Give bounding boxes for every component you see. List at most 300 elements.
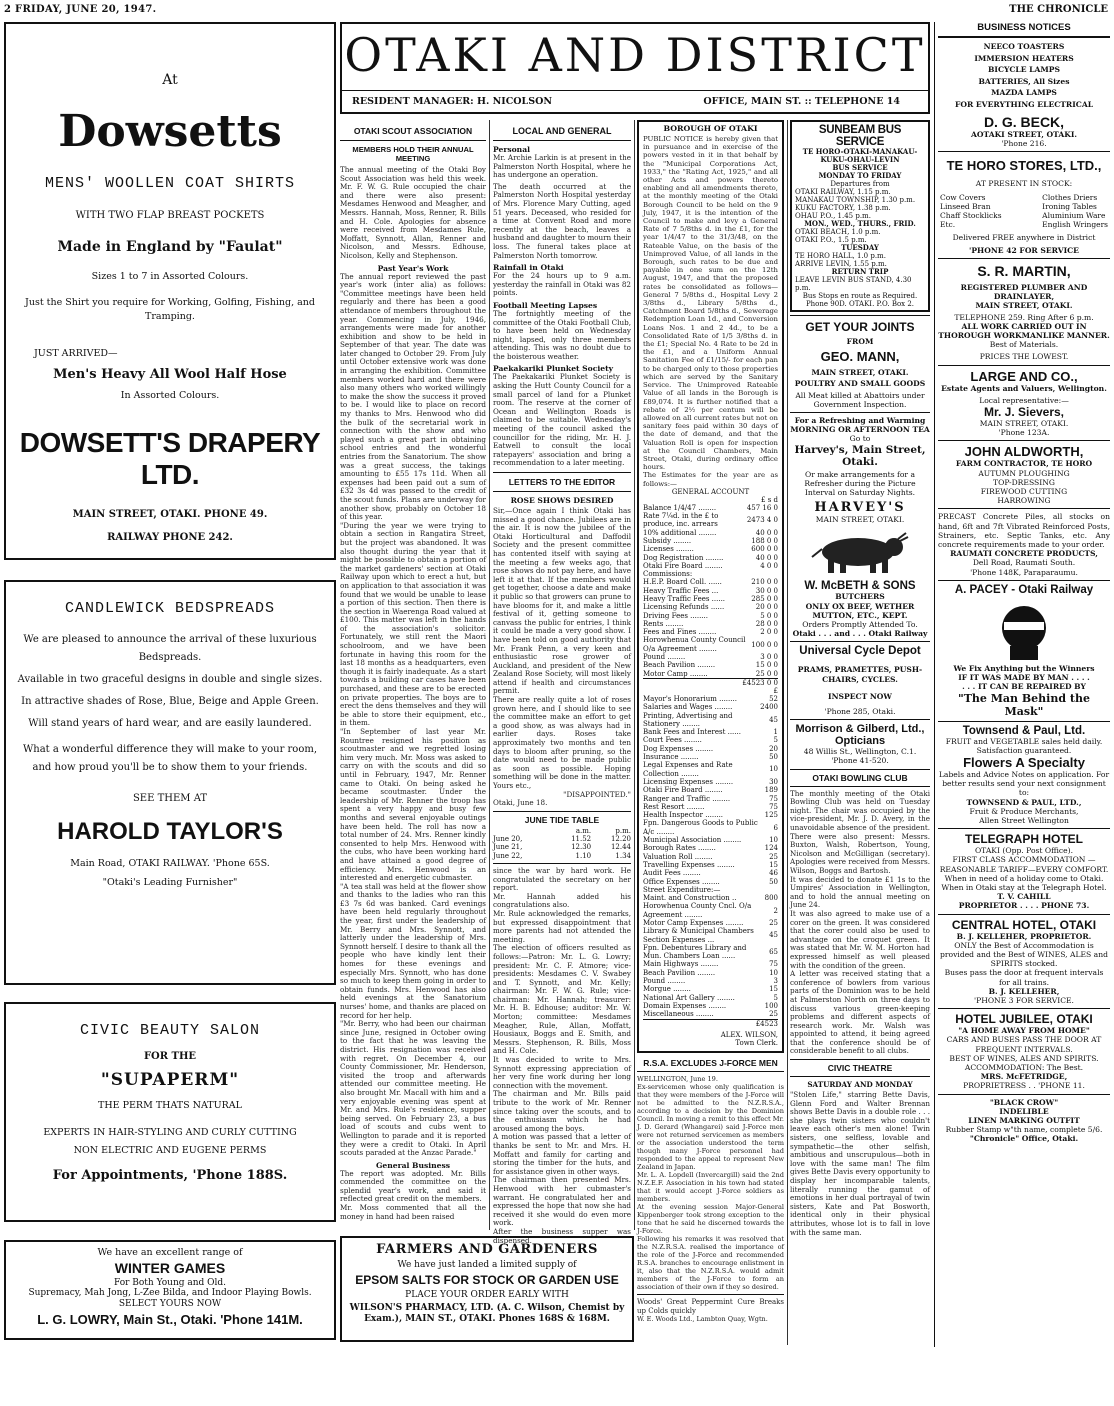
item-amount: 28 0 0 <box>755 619 778 628</box>
cycle-title: Universal Cycle Depot <box>799 645 921 658</box>
tehoro-left-list <box>940 193 1002 229</box>
table-row <box>643 819 778 836</box>
raumati-phone: 'Phone 148K, Paraparaumu. <box>970 567 1078 577</box>
morrison-l4: 'Phone 41-520. <box>831 756 889 766</box>
bus-l8: OHAU P.O., 1.45 p.m. <box>795 212 871 220</box>
table-row <box>643 570 778 578</box>
bus-l2: BUS SERVICE <box>832 163 888 172</box>
table-row <box>643 712 778 729</box>
raumati-name: RAUMATI CONCRETE PRODUCTS, <box>950 549 1098 559</box>
bus-l4: Departures from <box>830 180 890 188</box>
cycle-l2: PRAMS, PRAMETTES, PUSH-CHAIRS, CYCLES. <box>797 665 923 684</box>
bus-l14: ARRIVE LEVIN, 1.55 p.m. <box>795 260 887 268</box>
table-row <box>643 578 778 586</box>
letter-sig: "DISAPPOINTED." <box>563 789 631 799</box>
stock-item: English Wringers <box>1042 219 1108 229</box>
aldworth-l2: FARM CONTRACTOR, TE HORO <box>955 459 1093 469</box>
borough-total1: £4523 0 0 <box>643 678 778 687</box>
rsa-head: R.S.A. EXCLUDES J-FORCE MEN <box>643 1057 778 1068</box>
tide-row <box>493 835 631 843</box>
bus-l5: OTAKI RAILWAY, 1.15 p.m. <box>795 188 891 196</box>
tide-pm: 12.20 <box>610 835 631 844</box>
letter-date: Otaki, June 18. <box>493 798 548 808</box>
bus-l17: Bus Stops en route as Required. <box>802 292 918 300</box>
scout-article <box>340 120 486 1345</box>
item-label: Valuation Roll ........ <box>643 852 713 861</box>
bowling-p4: A letter was received stating that a conference of bowlers from various parts of the Dominion was to be held at Palmerston North on three days to discuss various green-keeping problems and different aspects of research work. Mr. Walsh was appointed to attend, it being agreed that the conference should be of considerable benefit to all clubs. <box>790 969 930 1056</box>
item-label: Balance 1/4/47 ........ <box>643 503 717 512</box>
jubilee-l2: "A HOME AWAY FROM HOME" <box>958 1026 1090 1036</box>
large-l2: Estate Agents and Valuers, Wellington. <box>941 383 1107 393</box>
dowsetts-line3: Made in England by "Faulat" <box>57 239 283 255</box>
dowsetts-ad <box>4 22 336 560</box>
bus-l9: MON., WED., THURS., FRID. <box>804 219 916 228</box>
candlewick-addr: Main Road, OTAKI RAILWAY. 'Phone 65S. <box>70 858 270 869</box>
neeco-item: BATTERIES, All Sizes <box>978 76 1070 86</box>
telegraph-l3: FIRST CLASS ACCOMMODATION —REASONABLE TARIFF—EVERY COMFORT. <box>939 855 1109 874</box>
civic-head: CIVIC THEATRE <box>827 1063 893 1074</box>
games-l1: We have an excellent range of <box>97 1247 243 1258</box>
item-amount: 65 <box>769 948 778 957</box>
item-label: Pound ........ <box>643 653 686 662</box>
item-amount: 188 0 0 <box>751 536 778 545</box>
borough-p2: The Estimates for the year are as follows:— <box>643 471 778 488</box>
table-row <box>643 736 778 744</box>
table-row <box>643 1002 778 1010</box>
table-row <box>643 512 778 529</box>
local-p6: Sir,—Once again I think Otaki has missed a good chance. Jubilees are in the air. It is now the jubilee of the Otaki Horticultural and Daffodil Society and the present committee has contented itself with saying at the meeting a few weeks ago, that rose shows do not pay here, and have left it at that. If the members would get together, choose a date and make it public so that growers can prune to have blooms for it, and make a little festival of it, getting someone to canvass the public for entries, I think it could be made a very good show. I have been told on good authority that Mr. Frank Penn, a very keen and enthusiastic rose grower of Auckland, and president of the New Zealand Rose Society, will most likely attend if health and circumstances permit. <box>493 506 631 696</box>
harvey-title: HARVEY'S <box>814 500 906 516</box>
table-row <box>643 636 778 653</box>
tea-l5: Or make arrangements for a Refresher during the Picture Interval on Saturday Nights. <box>804 469 916 498</box>
joints-from: FROM <box>846 337 874 346</box>
item-amount <box>760 886 778 894</box>
item-amount: 52 <box>769 694 778 703</box>
local-article <box>493 120 631 1245</box>
mann-name: GEO. MANN, <box>820 349 900 365</box>
candlewick-p6: SEE THEM AT <box>132 793 208 804</box>
table-row <box>643 886 778 894</box>
paper-name: THE CHRONICLE <box>1009 4 1108 15</box>
item-label: Street Expenditure:— <box>643 885 721 894</box>
item-amount: 2400 <box>760 703 778 712</box>
bus-l15: RETURN TRIP <box>831 267 889 276</box>
stock-item: Linseed Bran <box>940 201 991 211</box>
table-row <box>643 985 778 993</box>
item-amount: 40 0 0 <box>755 528 778 537</box>
local-p7: There are really quite a lot of roses grown here, and I should like to see the committee make an effort to get a good show, as was always had in earlier days. Roses take approximately two months and ten days to bloom after pruning, so the date would need to be made public as soon as possible. Hoping something will be done in the matter. Yours etc., <box>493 695 631 790</box>
table-row <box>643 919 778 927</box>
borough-signer2: Town Clerk. <box>735 1038 778 1047</box>
table-row <box>643 994 778 1002</box>
item-label: Fees and Fines ........ <box>643 628 717 637</box>
table-row <box>643 728 778 736</box>
item-amount: 100 <box>764 1001 778 1010</box>
item-amount: 100 0 0 <box>751 640 778 649</box>
flowers-title: Flowers A Specialty <box>963 754 1085 770</box>
item-label: Horowhenua County Cncl. O/a Agreement ........ <box>643 902 752 919</box>
stock-item: Cow Covers <box>940 192 986 202</box>
table-row <box>643 869 778 877</box>
borough-exp-hdr: £ <box>773 686 778 695</box>
tea-l1: For a Refreshing and Warming <box>794 416 926 426</box>
townsend-l2: FRUIT and VEGETABLE sales held daily. Satisfaction guaranteed. <box>945 736 1103 755</box>
bull-illustration <box>800 527 920 577</box>
masthead <box>340 22 930 114</box>
table-row <box>643 504 778 512</box>
table-row <box>643 653 778 661</box>
local-p11: The election of officers resulted as follows:—Patron: Mr. L. G. Lowry; president: Mr. C. F. Atmore; vice-presidents: Mesdames C. V. Swabey and T. Synnott, and Mr. Kelly; chairman: Mr. F. W. G. Rule; vice-chairman: Mr. Hannah; treasurer: Mr. H. B. Edhouse; auditor: Mr. W. Morton; committee: Mesdames Meagher, Rule, Allan, Moffatt, Housiaux, Boggs and E. Smith, and Messrs. Stephenson, R. Bills, Moss and H. Cole. <box>493 943 631 1056</box>
table-row <box>643 620 778 628</box>
candlewick-p2: Available in two graceful designs in double and single sizes. <box>17 674 323 685</box>
table-row <box>643 545 778 553</box>
crow-l3: LINEN MARKING OUTFIT <box>968 1116 1080 1125</box>
raumati-text: PRECAST Concrete Piles, all stocks on hand, 6ft and 7ft Vibrated Reinforced Posts, Strainers, etc. Septic Tanks, etc. Any concrete requirements made to your order. <box>938 512 1110 550</box>
dowsetts-line10: MAIN STREET, OTAKI. PHONE 49. <box>72 509 268 520</box>
rsa-p3: Mr. L. A. Lopdell (Invercargill) said the 2nd N.Z.E.F. Association in his town had stated that it would accept J-Force soldiers as members. <box>637 1171 784 1204</box>
borough-gen: GENERAL ACCOUNT <box>671 487 750 496</box>
column-four <box>790 120 930 1345</box>
item-amount: 3 0 0 <box>760 653 778 662</box>
aldworth-name: JOHN ALDWORTH, <box>964 444 1084 460</box>
local-s4: Paekakariki Plunket Society <box>493 364 613 374</box>
item-label: Morgue ........ <box>643 985 691 994</box>
scout-sub: MEMBERS HOLD THEIR ANNUAL MEETING <box>352 145 474 163</box>
neeco-list <box>938 41 1110 110</box>
dowsetts-line9: DOWSETT'S DRAPERY LTD. <box>19 427 321 490</box>
item-amount: 46 <box>769 869 778 878</box>
rsa-p4: At the evening session Major-General Kippenberger took strong exception to the tone that he said he discerned towards the J-Force. <box>637 1203 784 1236</box>
bowling-p3: It was also agreed to make use of a corer on the green. It was considered that the corer could also be used to advantage on the croquet green. It was stated that Mr. W. M. Horton had expressed himself as well pleased with the condition of the green. <box>790 908 930 970</box>
crow-l1: "BLACK CROW" <box>989 1097 1059 1107</box>
bowling-head: OTAKI BOWLING CLUB <box>812 772 908 783</box>
col-divider <box>787 120 788 1345</box>
aldworth-l6: HARROWING <box>997 496 1051 506</box>
item-label: Rest Resort ........ <box>643 802 705 811</box>
dowsetts-line8: In Assorted Colours. <box>120 390 220 401</box>
telegraph-l5: T. V. CAHILL <box>997 892 1051 902</box>
farmers-l1: FARMERS AND GARDENERS <box>376 1242 598 1257</box>
farmers-l2: We have just landed a limited supply of <box>397 1260 577 1270</box>
item-label: Subsidy ........ <box>643 536 692 545</box>
local-s1: Personal <box>493 145 531 154</box>
table-row <box>643 661 778 669</box>
stock-item: Aluminium Ware <box>1042 210 1106 220</box>
table-row <box>643 670 778 678</box>
tide-am: 1.10 <box>575 851 592 860</box>
flowers-l3: TOWNSEND & PAUL, LTD., <box>966 797 1082 807</box>
table-row <box>643 612 778 620</box>
table-row <box>643 878 778 886</box>
scout-sh2: General Business <box>375 1160 451 1170</box>
dowsetts-line1: MENS' WOOLLEN COAT SHIRTS <box>44 175 296 192</box>
table-row <box>643 745 778 753</box>
table-row <box>643 603 778 611</box>
item-label: Dog Registration ........ <box>643 553 724 562</box>
pacey-l4: . . . IT CAN BE REPAIRED BY <box>962 682 1086 692</box>
item-amount: 75 <box>769 802 778 811</box>
jubilee-l5: ACCOMMODATION: The Best. <box>964 1062 1084 1072</box>
local-p4: The fortnightly meeting of the committee of the Otaki Football Club, to have been held on Wednesday night, lapsed, only three members attending. This was no doubt due to the boisterous weather. <box>493 308 631 361</box>
item-label: Fpn. Dangerous Goods to Public A/c ........ <box>643 819 758 836</box>
tide-date: June 21, <box>493 843 523 852</box>
scout-p2: The annual report reviewed the past year's work (inter alia) as follows: "Committee meetings have been held regularly and there has been a good attendance of members throughout the year. Commencing in July, 1946, arrangements were made for another exhibition and show to be held in September of that year. The date was later changed to October 29. From July until October extensive work was done in arranging the exhibition. Committee members worked hard and there were also many others who worked willingly to make the show the success it proved to be. I would like to place on record my thanks to Mrs. Henwood who did the bulk of the secretarial work in connection with the show and who played such a great part in obtaining school entries and the wonderful entries from the Sanatorium. The show was a great success, the takings amounting to £55 17s 11d. When all expenses had been paid out a sum of £32 3s 4d was passed to the credit of the scout funds. Plans are underway for another show, probably on October 18 of this year. <box>340 271 486 522</box>
item-label: Pound ........ <box>643 977 686 986</box>
table-row <box>643 587 778 595</box>
item-label: Fpn. Debentures Library and Mun. Chambers Loan ...... <box>643 943 747 961</box>
table-row <box>643 861 778 869</box>
local-p13: The chairman and Mr. Bills paid tribute to the work of Mr. Renner since taking over the scouts, and to the enthusiasm which he had aroused among the boys. <box>493 1089 631 1133</box>
games-l4: Supremacy, Mah Jong, L-Zee Bilda, and Indoor Playing Bowls. <box>28 1288 312 1298</box>
item-label: Bank Fees and Interest ...... <box>643 728 741 737</box>
local-p8: since the war by hard work. He congratulated the secretary on her report. <box>493 865 631 893</box>
item-label: Health Inspector ........ <box>643 811 724 820</box>
mann-goods: POULTRY AND SMALL GOODS <box>794 379 926 389</box>
item-amount: 5 <box>773 993 778 1002</box>
item-label: Insurance ........ <box>643 753 699 762</box>
item-label: Dog Expenses ........ <box>643 744 714 753</box>
mcbeth-l5: Otaki . . . and . . . Otaki Railway <box>792 629 928 639</box>
item-amount: 10 <box>769 836 778 845</box>
item-amount: 6 <box>773 823 778 832</box>
local-head: LOCAL AND GENERAL <box>512 126 612 136</box>
local-s3: Football Meeting Lapses <box>493 300 598 310</box>
large-l6: 'Phone 123A. <box>998 428 1050 438</box>
tide-row <box>493 843 631 851</box>
martin-l4: TELEPHONE 259. Ring After 6 p.m. <box>954 312 1094 322</box>
salon-natural: THE PERM THATS NATURAL <box>98 1100 242 1111</box>
games-ad <box>4 1240 336 1340</box>
item-label: Main Highways ........ <box>643 960 719 969</box>
table-row <box>643 595 778 603</box>
local-p3: For the 24 hours up to 9 a.m. yesterday the rainfall in Otaki was 82 points. <box>493 271 631 298</box>
borough-p1: PUBLIC NOTICE is hereby given that in pursuance and in exercise of the powers vested in it in that behalf by the "Municipal Corporations Act, 1933," the "Rating Act, 1925," and all other Acts and powers thereto enabling and all amendments thereto, at the monthly meeting of the Otaki Borough Council to be held on the 9 July, 1947, it is the intention of the Council to make and levy a General Rate of 7 5/8ths d. in the £1, for the year 1/4/47 to the 31/3/48, on the Rateable Value, on the basis of the Unimproved Value, of all lands in the Borough, such rates to be due and payable in one sum on the 12th August, 1947, and that the proposed rates be consolidated as follows—General 7 5/8ths d., Hospital Levy 2 3/8ths d., Library 5/8ths d., Catchment Board 5/8ths d., Sewerage Redemption Loan 1d., and Conversion Loans Nos. 1 and 2 4d., to be a Consolidated Rate of 1/5 3/8ths d. in the £1; Special No. 4 Rate to be 2d in the £1, and a Uniform Annual Sanitation Fee of £1/15/- for each pan to be charged only to those properties which are served by the Sanitary Service. The Unimproved Rateable Value of all lands in the Borough is £89,074. It is further notified that a rebate of 2½ per centum will be allowed on all current rates but not on sanitary fees paid within 30 days of the date of demand, and that the Valuation Roll is open for inspection at the Council Chambers, Main Street, Otaki, during ordinary office hours. <box>643 135 778 472</box>
letters-head: LETTERS TO THE EDITOR <box>508 477 616 487</box>
crow-l4: Rubber Stamp w"th name, complete 5/6. <box>945 1125 1103 1135</box>
aldworth-l4: TOP-DRESSING <box>993 477 1055 487</box>
dowsetts-line4: Sizes 1 to 7 in Assorted Colours. <box>91 271 249 282</box>
scout-p8: Mr. Moss commented that all the money in hand had been raised <box>340 1203 486 1221</box>
scout-head: OTAKI SCOUT ASSOCIATION <box>353 126 473 136</box>
table-row <box>643 902 778 919</box>
dowsetts-line2: WITH TWO FLAP BREAST POCKETS <box>75 210 265 221</box>
page-folio: 2 FRIDAY, JUNE 20, 1947. <box>4 4 157 15</box>
tide-pm: 12.44 <box>610 843 631 852</box>
item-label: Borough Rates ........ <box>643 844 716 853</box>
morrison-l2: Opticians <box>834 735 886 748</box>
bus-l18: Phone 90D. OTAKI. P.O. Box 2. <box>805 300 915 308</box>
crow-l2: INDELIBLE <box>999 1106 1049 1116</box>
table-row <box>643 761 778 778</box>
item-amount: 4 0 0 <box>760 561 778 570</box>
bowling-p1: The monthly meeting of the Otaki Bowling Club was held on Tuesday night. The chair was occupied by the vice-president, Mr. J. D. Avery, in the unavoidable absence of the president. There were also present: Messrs. Buxton, Walsh, Robertson, Young, Nicolson and McGilligan (secretary). Apologies were received from Messrs. Wilson, Boggs and Bartosh. <box>790 788 930 876</box>
neeco-item: FOR EVERYTHING ELECTRICAL <box>954 99 1094 109</box>
dowsetts-line11: RAILWAY PHONE 242. <box>107 532 233 543</box>
table-row <box>643 703 778 711</box>
item-amount: 25 <box>769 852 778 861</box>
games-l2: WINTER GAMES <box>114 1260 226 1276</box>
scout-p7: The report was adopted. Mr. Bills commended the committee on the splendid year's work, and said it reflected great credit on the members. <box>340 1168 486 1204</box>
item-amount: 15 <box>769 860 778 869</box>
item-amount: 124 <box>764 844 778 853</box>
scout-p3: "During the year we were trying to obtain a section in Rangatira Street, but the project was abandoned. It was also thought during the year that it might be possible to obtain a portion of the market gardeners' section at Otaki Railway upon which to erect a hut, but on application to that association it was found that we would be unable to lease a portion of this section. Then there is the section in Waerenga Road valued at £100. This matter was left in the hands of the association's solicitor. Fortunately, we still rent the Maori schoolroom, and we have been fortunate in having this room for the last 18 months as a headquarters, even though it is fairly inadequate. As a start towards a building car cases have been purchased, and these are to be erected on private properties. The boys are to erect the dens themselves and they will be able to store their equipment, etc., in them. <box>340 520 486 728</box>
large-l4: Mr. J. Sievers, <box>983 405 1065 420</box>
large-l5: MAIN STREET, OTAKI. <box>979 419 1069 429</box>
item-amount: 10 <box>769 968 778 977</box>
item-label: Court Fees ........ <box>643 736 702 745</box>
tide-pm: 1.34 <box>615 851 631 860</box>
martin-l2: REGISTERED PLUMBER AND DRAINLAYER, <box>960 283 1088 302</box>
tehoro-right-list <box>1042 193 1108 229</box>
bus-l1: TE HORO-OTAKI-MANAKAU-KUKU-OHAU-LEVIN <box>802 147 918 164</box>
table-row <box>643 844 778 852</box>
table-row <box>643 562 778 570</box>
table-row <box>643 977 778 985</box>
jubilee-l3: CARS AND BUSES PASS THE DOOR AT FREQUENT INTERVALS. <box>946 1035 1102 1054</box>
cycle-l3: INSPECT NOW <box>828 691 892 701</box>
table-row <box>643 811 778 819</box>
aldworth-l3: AUTUMN PLOUGHING <box>978 468 1070 478</box>
item-amount: 15 <box>769 985 778 994</box>
central-l4: Buses pass the door at frequent intervals for all trains. <box>944 968 1104 987</box>
item-amount: 25 0 0 <box>755 669 778 678</box>
table-row <box>643 786 778 794</box>
item-amount: 1 <box>773 728 778 737</box>
item-label: Beach Pavilion ........ <box>643 661 716 670</box>
bus-l6: MANAKAU TOWNSHIP, 1.30 p.m. <box>795 196 916 204</box>
item-label: Beach Pavilion ........ <box>643 968 716 977</box>
item-amount: 5 0 0 <box>760 611 778 620</box>
borough-box <box>637 120 784 1053</box>
item-label: Domain Expenses ........ <box>643 1001 727 1010</box>
item-amount: 75 <box>769 794 778 803</box>
item-amount <box>747 570 778 578</box>
tehoro-stock-list <box>938 193 1110 229</box>
candlewick-p5: What a wonderful difference they will make to your room, and how proud you'll be to show them to your friends. <box>22 744 318 773</box>
masthead-office: OFFICE, MAIN ST. :: TELEPHONE 14 <box>703 96 900 107</box>
borough-notice <box>637 120 784 1345</box>
table-row <box>643 853 778 861</box>
candlewick-p4: Will stand years of hard wear, and are easily laundered. <box>28 718 312 729</box>
neeco-item: NEECO TOASTERS <box>983 42 1065 51</box>
pacey-l5: "The Man Behind the Mask" <box>958 691 1090 718</box>
table-row <box>643 537 778 545</box>
mask-illustration <box>944 600 1104 662</box>
jubilee-name: HOTEL JUBILEE, OTAKI <box>955 1012 1093 1027</box>
borough-signer: ALEX. WILSON, <box>720 1030 778 1039</box>
local-p2: The death occurred at the Palmerston North Hospital yesterday of Mrs. Florence Mary Cutting, aged 51 years. Deceased, who resided for a time at Convent Road and more recently at the beach, leaves a husband and daughter to mourn their loss. The funeral takes place at Palmerston North tomorrow. <box>493 181 631 260</box>
item-label: Rents ........ <box>643 619 684 628</box>
farmers-l5: WILSON'S PHARMACY, LTD. (A. C. Wilson, Chemist by Exam.), MAIN ST., OTAKI. Phones 168S & 168M. <box>349 1303 625 1324</box>
col-divider <box>634 120 635 1230</box>
mcbeth-l2: BUTCHERS <box>835 592 885 602</box>
local-p5: The Paekakariki Plunket Society is asking the Hutt County Council for a small parcel of land for a Plunket room. The reserve at the corner of Ocean and Wellington Roads is claimed to be suitable. Wednesday's meeting of the council asked the councillor for the riding, Mr. H. J. Eatwell to consult the local ratepayers' association and bring a recommendation to a later meeting. <box>493 372 631 468</box>
central-l6: 'PHONE 3 FOR SERVICE. <box>974 995 1074 1005</box>
business-title: BUSINESS NOTICES <box>977 22 1071 33</box>
borough-total2: £4523 <box>643 1019 778 1028</box>
item-amount: 800 <box>764 894 778 903</box>
stock-item: Chaff Stocklicks <box>940 210 1002 220</box>
item-amount: 3 <box>773 977 778 986</box>
morrison-title: Morrison & Gilberd, Ltd., <box>795 723 925 736</box>
item-label: Motor Camp ........ <box>643 669 708 678</box>
local-p12: It was decided to write to Mrs. Synnott expressing appreciation of her very fine work during her long connection with the movement. <box>493 1055 631 1090</box>
masthead-title: OTAKI AND DISTRICT <box>344 28 926 82</box>
local-p10: Mr. Rule acknowledged the remarks, but expressed disappointment that more parents had not attended the meeting. <box>493 908 631 944</box>
telegraph-l2: OTAKI (Opp. Post Office). <box>974 846 1074 856</box>
flowers-l4: Fruit & Produce Merchants, <box>969 806 1079 816</box>
item-amount: 75 <box>769 960 778 969</box>
table-row <box>643 778 778 786</box>
item-amount: 457 16 0 <box>746 503 778 512</box>
item-amount: 5 <box>773 736 778 745</box>
tide-table <box>493 827 631 860</box>
bus-l11: OTAKI P.O., 1.5 p.m. <box>795 236 867 244</box>
table-row <box>643 1010 778 1018</box>
item-amount: 600 0 0 <box>751 545 778 554</box>
beck-name: D. G. BECK, <box>983 114 1065 130</box>
local-p1: Mr. Archie Larkin is at present in the Palmerston North Hospital, where he has undergone an operation. <box>493 153 631 180</box>
item-label: Travelling Expenses ........ <box>643 860 735 869</box>
martin-l5: ALL WORK CARRIED OUT IN THOROUGH WORKMANLIKE MANNER. <box>938 321 1110 341</box>
tea-l3: Go to <box>849 434 871 444</box>
local-p16: After the business supper was dispensed. <box>493 1226 631 1245</box>
col-divider <box>489 120 490 1230</box>
jubilee-l4: BEST OF WINES, ALES AND SPIRITS. <box>949 1053 1099 1063</box>
joints-title: GET YOUR JOINTS <box>805 320 915 334</box>
neeco-item: BICYCLE LAMPS <box>988 65 1060 74</box>
masthead-manager: RESIDENT MANAGER: H. NICOLSON <box>352 96 553 107</box>
candlewick-p1: We are pleased to announce the arrival of these luxurious Bedspreads. <box>23 634 317 663</box>
item-label: Office Expenses ........ <box>643 877 720 886</box>
beck-phone: 'Phone 216. <box>1001 139 1047 149</box>
tide-row <box>493 852 631 860</box>
rose-head: ROSE SHOWS DESIRED <box>510 496 614 505</box>
tea-l2: MORNING OR AFTERNOON TEA <box>790 425 930 435</box>
salon-perm: "SUPAPERM" <box>100 1070 240 1090</box>
farmers-l3: EPSOM SALTS FOR STOCK OR GARDEN USE <box>355 1273 619 1287</box>
masthead-rule <box>342 90 928 91</box>
stock-item: Clothes Driers <box>1042 192 1098 202</box>
central-l2: B. J. KELLEHER, PROPRIETOR. <box>956 931 1092 941</box>
item-label: Miscellaneous ........ <box>643 1010 714 1019</box>
telegraph-l4: When in need of a holiday come to Otaki. When in Otaki stay at the Telegraph Hotel. <box>941 873 1107 892</box>
table-row <box>643 969 778 977</box>
item-label: Maint. and Construction .. <box>643 894 737 903</box>
local-p15: The chairman then presented Mrs. Henwood with her cubmaster's warrant. He congratulated her and expressed the hope that now she had received it she would do even more work. <box>493 1175 631 1228</box>
flowers-l2: Labels and Advice Notes on application. For better results send your next consignment to: <box>938 769 1110 798</box>
harvey-addr: MAIN STREET, OTAKI. <box>815 515 905 525</box>
item-label: H.E.P. Board Coll. ...... <box>643 578 722 587</box>
table-row <box>643 894 778 902</box>
mcbeth-title: W. McBETH & SONS <box>804 580 916 593</box>
bus-title: SUNBEAM BUS SERVICE <box>818 124 902 148</box>
local-s2: Rainfall in Otaki <box>493 263 564 273</box>
item-label: Motor Camp Expenses ........ <box>643 918 744 927</box>
item-amount: 2 0 0 <box>760 628 778 637</box>
tehoro-stock: AT PRESENT IN STOCK: <box>975 179 1073 189</box>
rsa-p2: Ex-servicemen whose only qualification is that they were members of the J-Force will not be admitted to the N.Z.R.S.A., according to a decision by the Dominion Council. In moving a remit to this effect Mr. J. D. Gerard (Whangarei) said J-Force men were not returned servicemen as members or the association understood the term though many J-Force personnel had responded to the appeal to represent New Zealand in Japan. <box>637 1083 784 1172</box>
dowsetts-name: Dowsetts <box>58 106 282 157</box>
bowling-p2: It was decided to donate £1 1s to the Umpires' Association in Wellington, and to hold the annual meeting on June 24. <box>790 874 930 910</box>
scout-sh1: Past Year's Work <box>377 263 449 273</box>
item-label: Library & Municipal Chambers Section Expenses ... <box>643 927 754 944</box>
scout-p4: "In September of last year Mr. Rountree resigned his position as scoutmaster and we regretted losing him very much. Mr. Moss was asked to carry on with the scouts and did so until in February, 1947, Mr. Renner came to Otaki. On being asked he became scoutmaster. Under the leadership of Mr. Renner the troop has spent a very happy and busy few months and several enjoyable outings have been held. The roll has now a total number of 24. Mrs. Renner kindly consented to help Mrs. Henwood with the cubs, who have been working hard and have attained a good degree of efficiency. Mrs. Henwood is an interested and energetic cubmaster. <box>340 727 486 883</box>
item-amount: 45 <box>769 715 778 724</box>
scout-p5: "A tea stall was held at the flower show and thanks to the ladies who ran this £3 7s 6d was banked. Card evenings have been held regularly throughout the year, first under the leadership of Mr. Berry and Mrs. Synnott, and latterly under the leadership of Mrs. Synnott herself. I desire to thank all the people who have kindly lent their homes for these evenings and especially Mrs. Synnott, who has done so much to keep them going in order to obtain funds. Mrs. Henwood has also held evenings at the Sanatorium nurses' home, and thanks are placed on record for her help. <box>340 881 486 1020</box>
item-label: Licenses ........ <box>643 545 694 554</box>
table-row <box>643 803 778 811</box>
